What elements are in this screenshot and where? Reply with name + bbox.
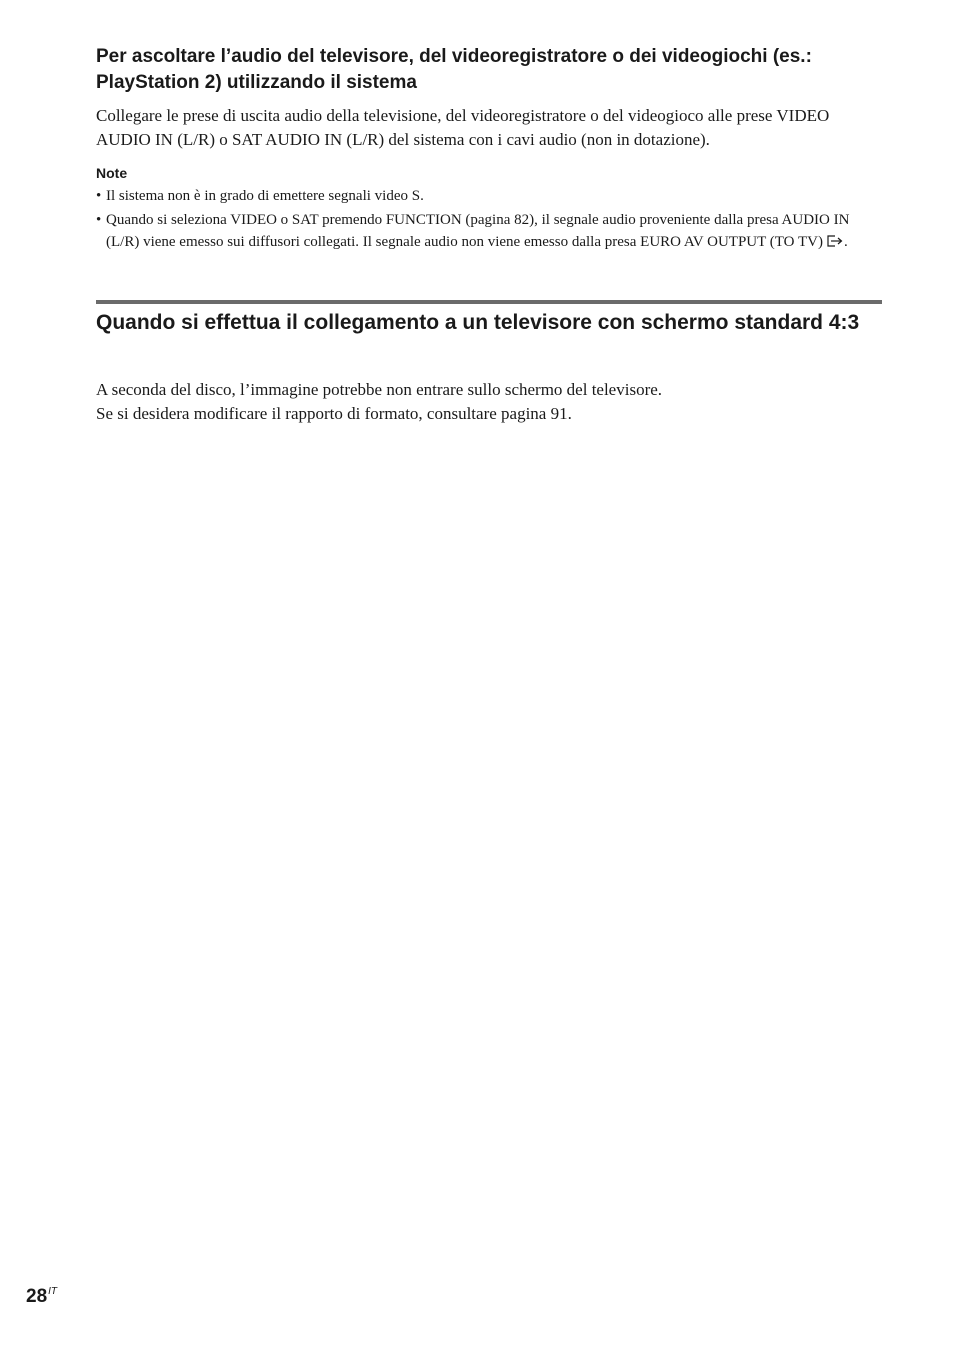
note-item [96, 185, 886, 207]
audio-section-paragraph: Collegare le prese di uscita audio della televisione, del videoregistratore o del videogioco alle prese VIDEO AUDIO IN (L/R) o SAT AUDIO IN (L/R) del sistema con i cavi audio (non in dotazione). [96, 106, 830, 149]
note-period: . [843, 234, 848, 250]
page-number [26, 1280, 57, 1309]
audio-section-heading: Per ascoltare l’audio del televisore, del videoregistratore o dei videogiochi (es.: PlayStation 2) utilizzando il sistema [96, 46, 812, 93]
notes-list [96, 185, 886, 255]
note-text: Quando si seleziona VIDEO o SAT premendo FUNCTION (pagina 82), il segnale audio proveniente dalla presa AUDIO IN (L/R) viene emesso sui diffusori collegati. Il segnale audio non viene emesso dalla presa EURO AV OUTPUT (TO TV) [106, 212, 850, 250]
output-arrow-icon [826, 235, 844, 247]
tv-section-line: Se si desidera modificare il rapporto di formato, consultare pagina 91. [96, 404, 572, 423]
page-language-suffix: IT [48, 1286, 58, 1297]
note-item [96, 209, 886, 253]
notes-label: Note [96, 165, 128, 181]
section-divider [96, 300, 882, 304]
tv-section-heading: Quando si effettua il collegamento a un televisore con schermo standard 4:3 [96, 311, 860, 334]
bullet: • [96, 188, 102, 204]
page-number-value: 28 [26, 1286, 48, 1307]
note-text: Il sistema non è in grado di emettere segnali video S. [106, 188, 424, 204]
tv-section-line: A seconda del disco, l’immagine potrebbe non entrare sullo schermo del televisore. [96, 380, 663, 399]
tv-section-body [96, 378, 886, 426]
bullet: • [96, 212, 102, 228]
